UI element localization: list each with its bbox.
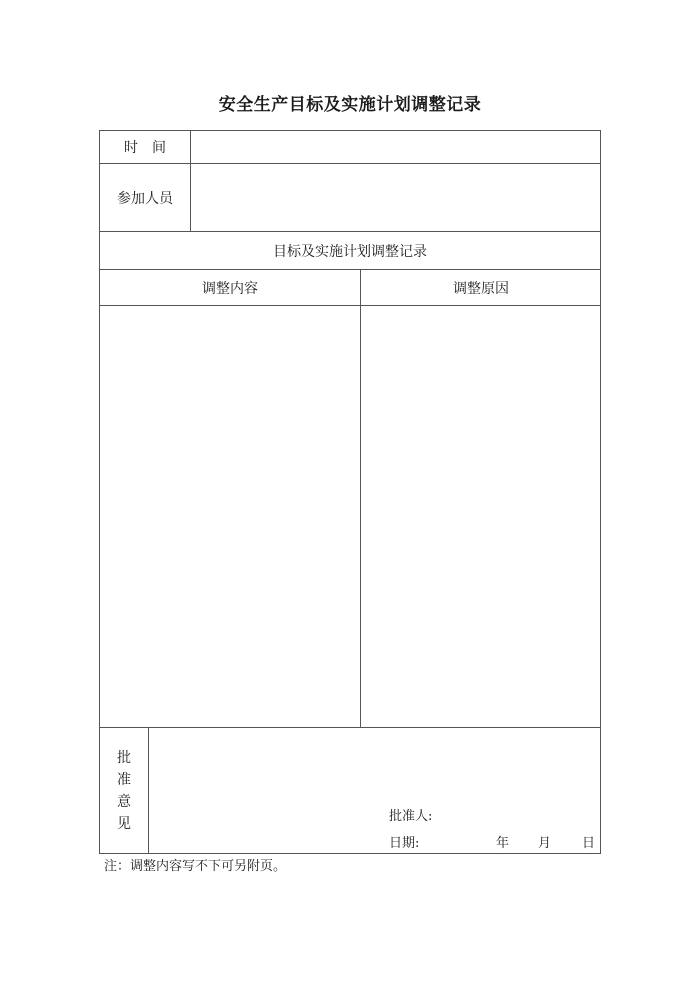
content-row <box>100 305 600 727</box>
approval-month: 月 <box>538 836 552 851</box>
approval-divider <box>148 728 149 854</box>
content-column-header: 调整内容 <box>202 280 258 297</box>
document-title: 安全生产目标及实施计划调整记录 <box>218 95 482 115</box>
adjustment-record-form <box>99 130 601 854</box>
content-field[interactable] <box>100 306 360 727</box>
time-field[interactable] <box>191 131 601 163</box>
section-header-row <box>100 231 600 269</box>
approval-label-char: 批 <box>117 749 131 766</box>
participants-field[interactable] <box>191 164 601 231</box>
approval-label <box>100 728 148 853</box>
approval-label-char: 意 <box>117 793 131 810</box>
time-label: 时 间 <box>124 140 166 156</box>
approval-row <box>100 727 600 853</box>
time-row <box>100 131 600 163</box>
approval-label-char: 见 <box>117 815 131 832</box>
approval-date-label: 日期: <box>389 836 420 851</box>
participants-label: 参加人员 <box>117 190 173 207</box>
column-header-row <box>100 269 600 305</box>
section-header: 目标及实施计划调整记录 <box>273 243 427 260</box>
approval-day: 日 <box>582 836 596 851</box>
reason-field[interactable] <box>361 306 601 727</box>
footnote: 注：调整内容写不下可另附页。 <box>104 859 287 874</box>
approval-label-char: 准 <box>117 771 131 788</box>
approval-year: 年 <box>496 836 510 851</box>
approver-label: 批准人: <box>389 809 433 824</box>
reason-column-header: 调整原因 <box>453 280 509 297</box>
participants-row <box>100 163 600 231</box>
